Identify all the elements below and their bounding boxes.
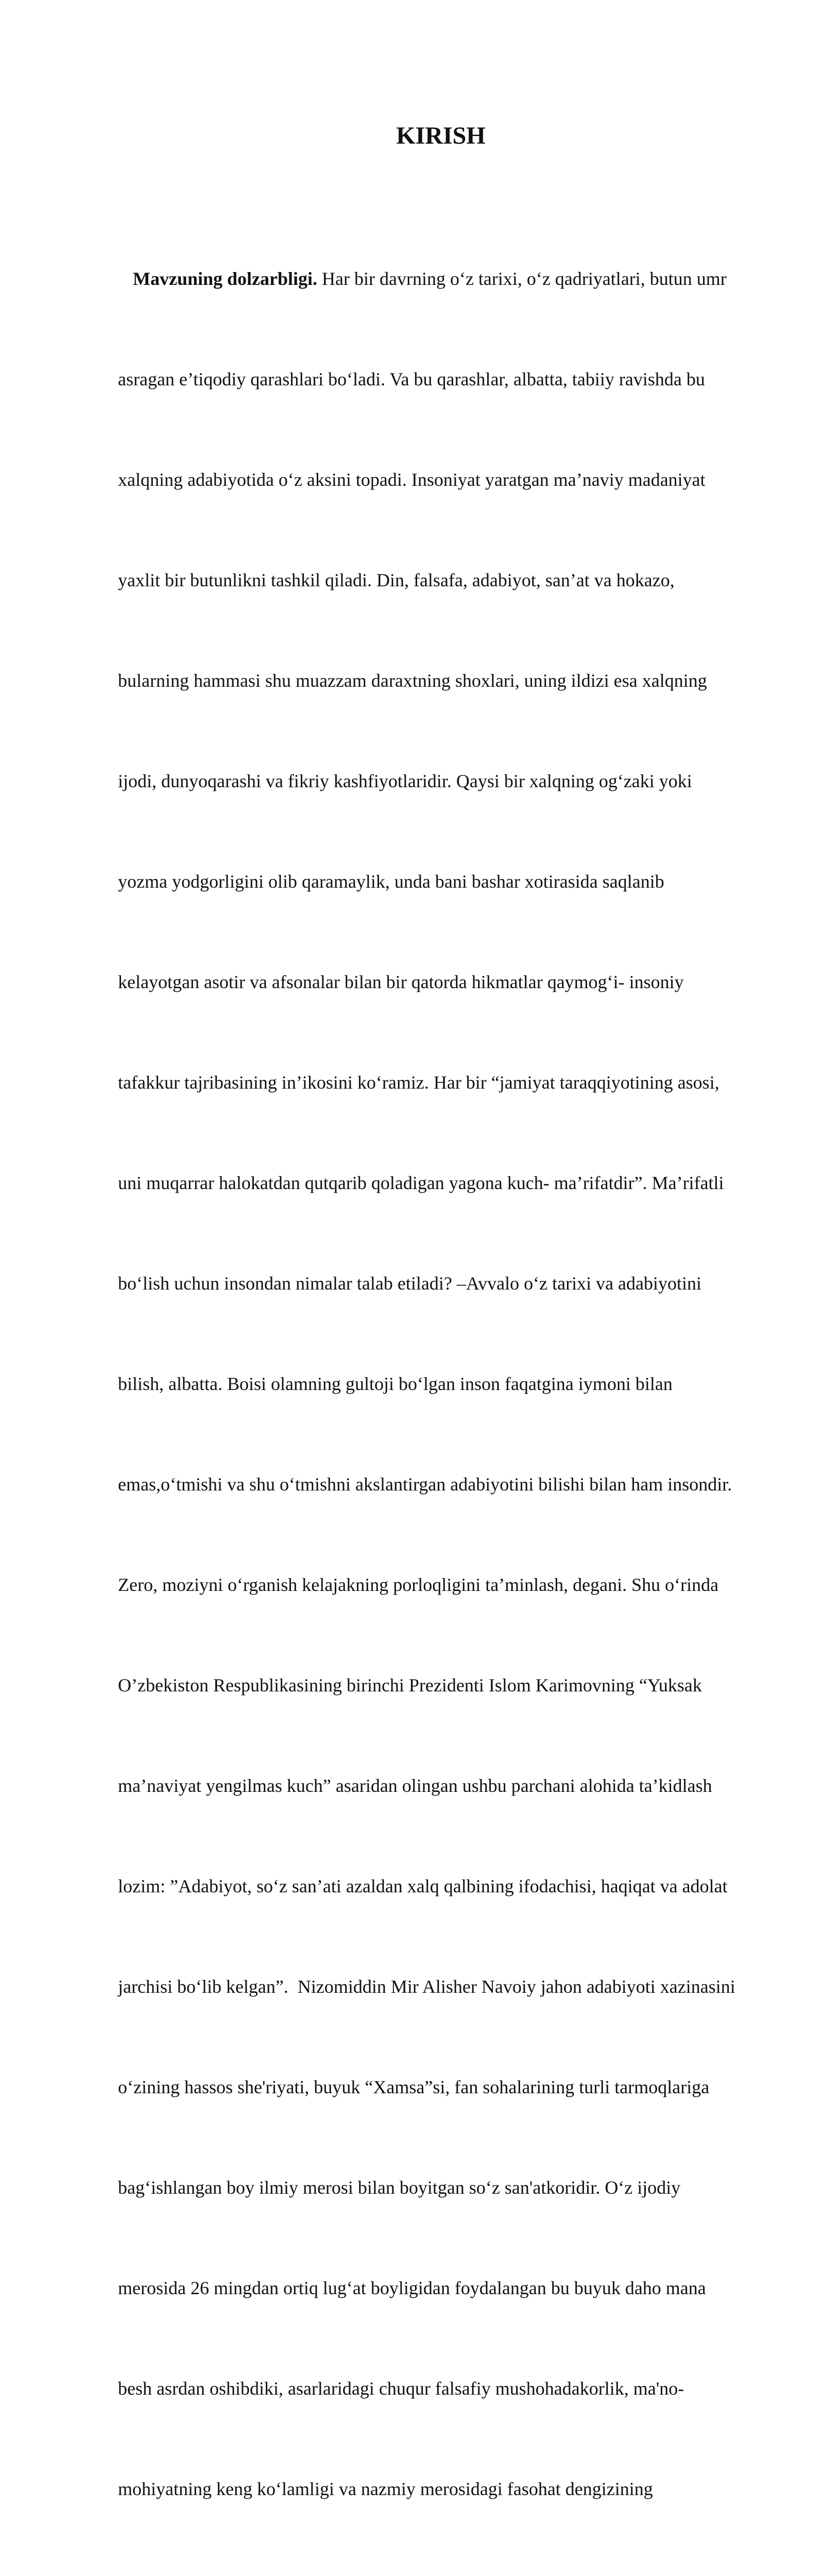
paragraph-line: yozma yodgorligini olib qaramaylik, unda bani bashar xotirasida saqlanib: [118, 871, 664, 892]
paragraph-line: kelayotgan asotir va afsonalar bilan bir qatorda hikmatlar qaymog‘i- insoniy: [118, 972, 684, 992]
paragraph-line: tafakkur tajribasining in’ikosini ko‘ramiz. Har bir “jamiyat taraqqiyotining asosi,: [118, 1072, 719, 1093]
paragraph-line: ma’naviyat yengilmas kuch” asaridan olingan ushbu parchani alohida ta’kidlash: [118, 1775, 712, 1796]
paragraph-line: lozim: ”Adabiyot, so‘z san’ati azaldan xalq qalbining ifodachisi, haqiqat va adolat: [118, 1876, 728, 1896]
page-title: KIRISH: [396, 122, 486, 149]
paragraph-line: emas,o‘tmishi va shu o‘tmishni akslantirgan adabiyotini bilishi bilan ham insondir.: [118, 1474, 732, 1495]
paragraph-line: asragan e’tiqodiy qarashlari bo‘ladi. Va bu qarashlar, albatta, tabiiy ravishda bu: [118, 369, 705, 389]
body-paragraph: [118, 195, 762, 2576]
paragraph-line: [118, 2573, 762, 2576]
paragraph-line: mohiyatning keng ko‘lamligi va nazmiy merosidagi fasohat dengizining: [118, 2479, 653, 2499]
paragraph-line: bo‘lish uchun insondan nimalar talab etiladi? –Avvalo o‘z tarixi va adabiyotini: [118, 1273, 702, 1294]
paragraph-line: Zero, moziyni o‘rganish kelajakning porloqligini ta’minlash, degani. Shu o‘rinda: [118, 1574, 719, 1595]
paragraph-line: xalqning adabiyotida o‘z aksini topadi. Insoniyat yaratgan ma’naviy madaniyat: [118, 469, 706, 490]
paragraph-line: uni muqarrar halokatdan qutqarib qoladigan yagona kuch- ma’rifatdir”. Ma’rifatli: [118, 1173, 724, 1193]
paragraph-line: o‘zining hassos she'riyati, buyuk “Xamsa”si, fan sohalarining turli tarmoqlariga: [118, 2077, 710, 2097]
section-lead-heading: Mavzuning dolzarbligi.: [133, 268, 318, 289]
paragraph-line: besh asrdan oshibdiki, asarlaridagi chuqur falsafiy mushohadakorlik, ma'no-: [118, 2378, 684, 2399]
paragraph-line: jarchisi bo‘lib kelgan”. Nizomiddin Mir Alisher Navoiy jahon adabiyoti xazinasini: [118, 1976, 735, 1997]
paragraph-line: O’zbekiston Respublikasining birinchi Prezidenti Islom Karimovning “Yuksak: [118, 1675, 702, 1696]
paragraph-line-1-text: Har bir davrning o‘z tarixi, o‘z qadriyatlari, butun umr: [317, 268, 727, 289]
paragraph-line: bilish, albatta. Boisi olamning gultoji bo‘lgan inson faqatgina iymoni bilan: [118, 1374, 673, 1394]
paragraph-line-1: [118, 262, 762, 296]
paragraph-line: ijodi, dunyoqarashi va fikriy kashfiyotlaridir. Qaysi bir xalqning og‘zaki yoki: [118, 771, 692, 791]
paragraph-line: yaxlit bir butunlikni tashkil qiladi. Din, falsafa, adabiyot, san’at va hokazo,: [118, 570, 675, 590]
paragraph-line: bag‘ishlangan boy ilmiy merosi bilan boyitgan so‘z san'atkoridir. O‘z ijodiy: [118, 2177, 681, 2198]
paragraph-line: merosida 26 mingdan ortiq lug‘at boyligidan foydalangan bu buyuk daho mana: [118, 2278, 706, 2298]
paragraph-line: bularning hammasi shu muazzam daraxtning shoxlari, uning ildizi esa xalqning: [118, 670, 707, 691]
